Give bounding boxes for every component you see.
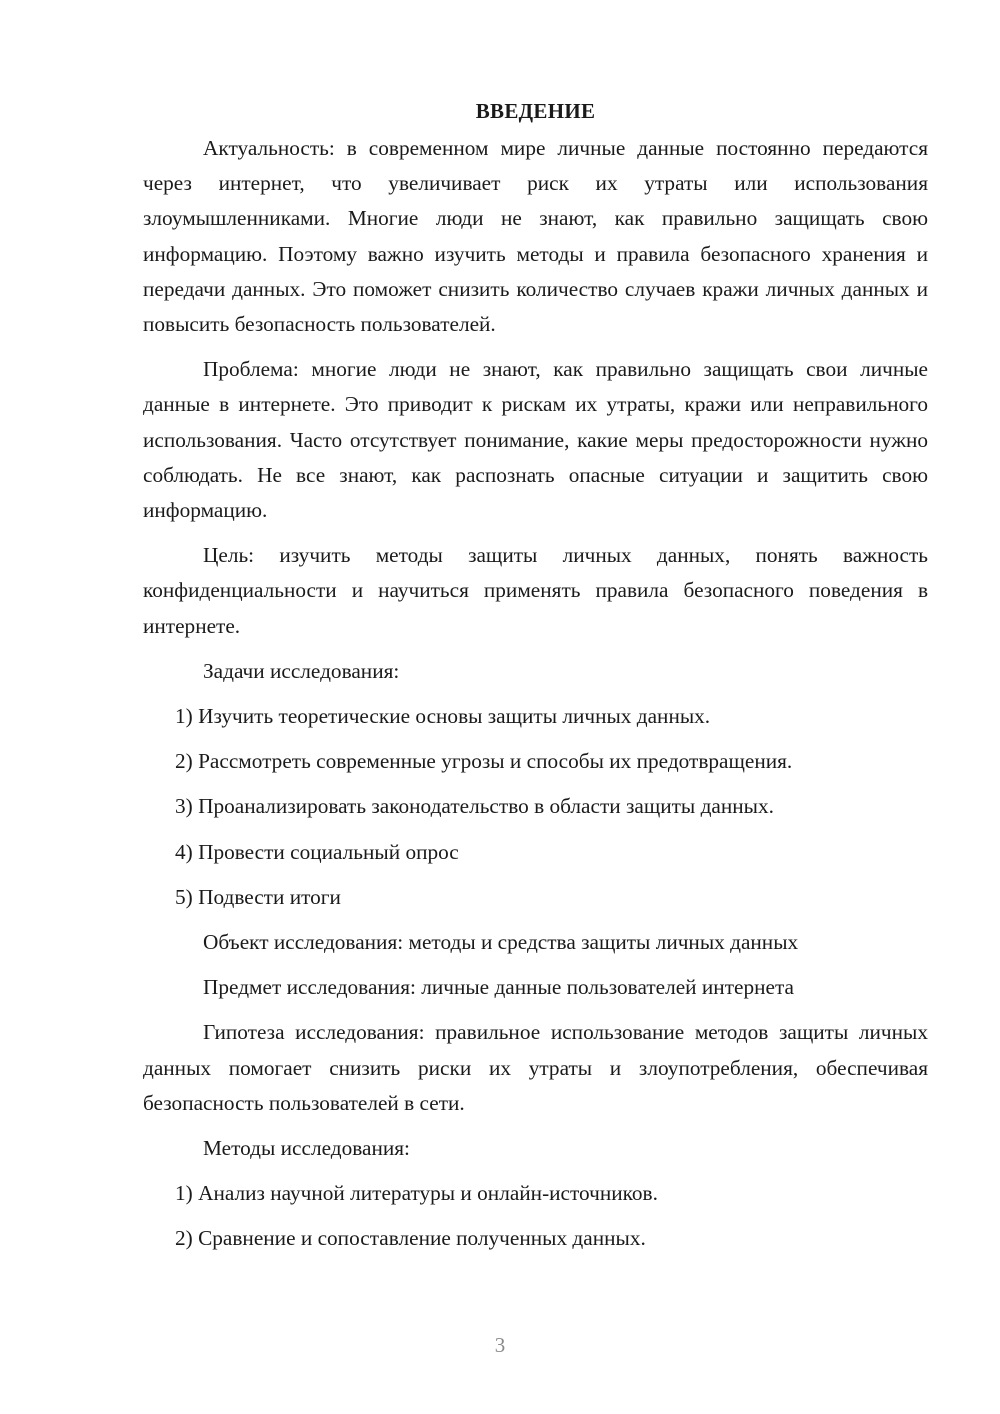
section-title: ВВЕДЕНИЕ xyxy=(475,99,596,123)
task-item: 5) Подвести итоги xyxy=(175,884,341,909)
problem-paragraph: Проблема: многие люди не знают, как правильно защищать свои личные данные в интернете. Это приводит к рискам их утраты, кражи или неправильного использования. Часто отсутствует понимание, какие меры предосторожности нужно соблюдать. Не все знают, как распознать опасные ситуации и защитить свою информацию. xyxy=(143,357,928,523)
task-item: 3) Проанализировать законодательство в области защиты данных. xyxy=(175,794,774,819)
method-item: 1) Анализ научной литературы и онлайн-источников. xyxy=(175,1181,658,1206)
document-page xyxy=(143,96,928,1267)
relevance-paragraph: Актуальность: в современном мире личные данные постоянно передаются через интернет, что увеличивает риск их утраты или использования злоумышленниками. Многие люди не знают, как правильно защищать свою информацию. Поэтому важно изучить методы и правила безопасного хранения и передачи данных. Это поможет снизить количество случаев кражи личных данных и повысить безопасность пользователей. xyxy=(143,136,928,337)
method-item: 2) Сравнение и сопоставление полученных данных. xyxy=(175,1226,646,1251)
task-item: 4) Провести социальный опрос xyxy=(175,839,459,864)
methods-heading: Методы исследования: xyxy=(203,1136,410,1161)
research-object: Объект исследования: методы и средства защиты личных данных xyxy=(203,930,799,955)
hypothesis-paragraph: Гипотеза исследования: правильное использование методов защиты личных данных помогает снизить риски их утраты и злоупотребления, обеспечивая безопасность пользователей в сети. xyxy=(143,1020,928,1115)
page-number: 3 xyxy=(494,1333,506,1357)
research-subject: Предмет исследования: личные данные пользователей интернета xyxy=(203,975,794,1000)
task-item: 2) Рассмотреть современные угрозы и способы их предотвращения. xyxy=(175,749,793,774)
goal-paragraph: Цель: изучить методы защиты личных данных, понять важность конфиденциальности и научиться применять правила безопасного поведения в интернете. xyxy=(143,543,928,638)
task-item: 1) Изучить теоретические основы защиты личных данных. xyxy=(175,704,711,729)
tasks-heading: Задачи исследования: xyxy=(203,658,400,683)
